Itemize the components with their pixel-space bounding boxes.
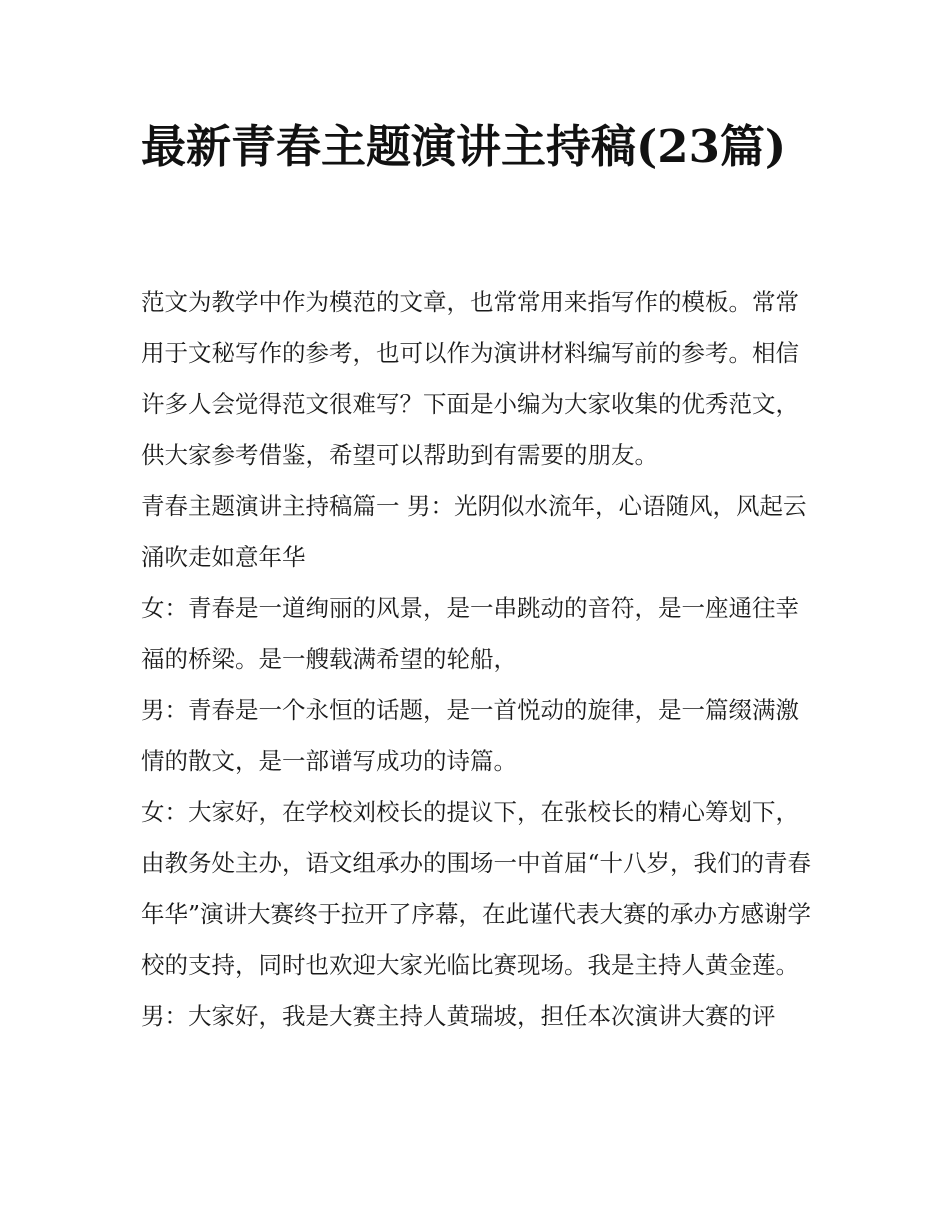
paragraph-2: 女：青春是一道绚丽的风景，是一串跳动的音符，是一座通往幸福的桥梁。是一艘载满希望的轮船， — [141, 594, 799, 673]
document-body — [141, 277, 819, 1042]
paragraph-intro: 范文为教学中作为模范的文章，也常常用来指写作的模板。常常用于文秘写作的参考，也可以作为演讲材料编写前的参考。相信许多人会觉得范文很难写？下面是小编为大家收集的优秀范文，供大家参考借鉴，希望可以帮助到有需要的朋友。 — [141, 288, 799, 469]
paragraph-4: 女：大家好，在学校刘校长的提议下，在张校长的精心筹划下，由教务处主办，语文组承办的围场一中首届“十八岁，我们的青春年华”演讲大赛终于拉开了序幕，在此谨代表大赛的承办方感谢学校的支持，同时也欢迎大家光临比赛现场。我是主持人黄金莲。 — [141, 798, 812, 979]
paragraph-5: 男：大家好，我是大赛主持人黄瑞坡，担任本次演讲大赛的评 — [141, 1002, 776, 1030]
paragraph-3: 男：青春是一个永恒的话题，是一首悦动的旋律，是一篇缀满激情的散文，是一部谱写成功的诗篇。 — [141, 696, 799, 775]
paragraph-1: 青春主题演讲主持稿篇一 男：光阴似水流年，心语随风，风起云涌吹走如意年华 — [141, 492, 807, 571]
document-title: 最新青春主题演讲主持稿(23篇) — [141, 120, 787, 173]
